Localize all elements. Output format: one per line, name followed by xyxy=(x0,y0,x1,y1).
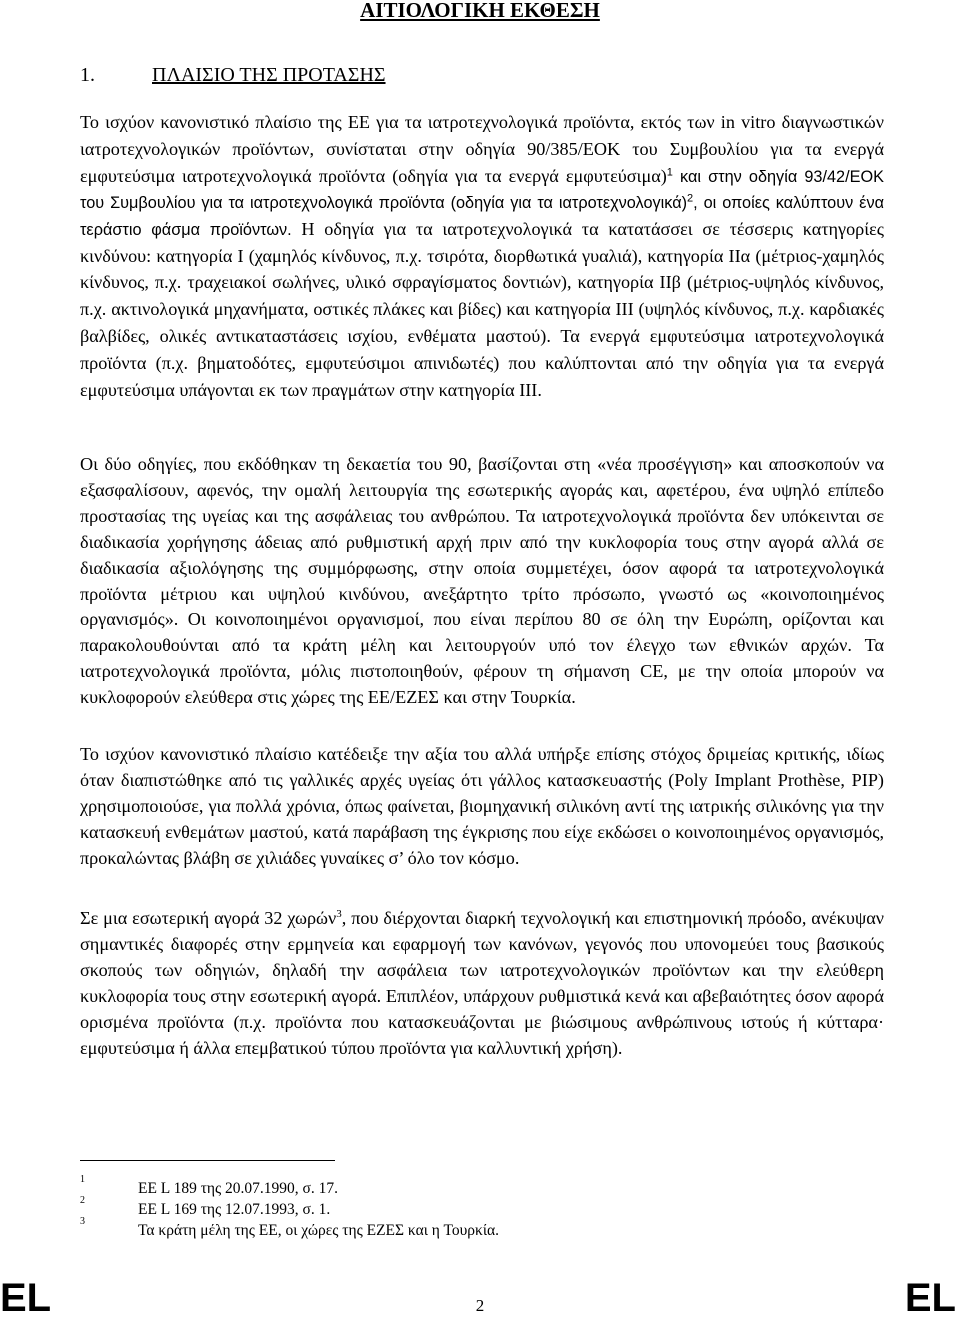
footnote-item xyxy=(80,1174,880,1201)
page-number: 2 xyxy=(475,1296,485,1315)
footnote-separator xyxy=(80,1160,335,1161)
paragraph-1-rest: , οι οποίες καλύπτουν ένα τεράστιο φάσμα προϊόντων. xyxy=(80,193,884,239)
paragraph-4 xyxy=(80,906,884,1061)
footnotes xyxy=(80,1174,880,1243)
footnote-text: ΕΕ L 189 της 20.07.1990, σ. 17. xyxy=(138,1180,339,1197)
paragraph-1 xyxy=(80,110,884,405)
paragraph-2: Οι δύο οδηγίες, που εκδόθηκαν τη δεκαετία του 90, βασίζονται στη «νέα προσέγγιση» και αποσκοπούν να εξασφαλίσουν, αφενός, την ομαλή λειτουργία της εσωτερικής αγοράς και, αφετέρου, ένα υψηλό επίπεδο προστασίας της υγείας και της ασφάλειας του ανθρώπου. Τα ιατροτεχνολογικά προϊόντα δεν υπόκεινται σε διαδικασία χορήγησης άδειας από ρυθμιστική αρχή πριν από την κυκλοφορία τους στην αγορά αλλά σε διαδικασία αξιολόγησης της συμμόρφωσης, στην οποία συμμετέχει, όσον αφορά τα ιατροτεχνολογικά προϊόντα μέτριου και υψηλού κινδύνου, ανεξάρτητο τρίτο πρόσωπο, γνωστό ως «κοινοποιημένος οργανισμός». Οι κοινοποιημένοι οργανισμοί, που είναι περίπου 80 σε όλη την Ευρώπη, ορίζονται και παρακολουθούνται από τα κράτη μέλη και λειτουργούν υπό τον έλεγχο των εθνικών αρχών. Τα ιατροτεχνολογικά προϊόντα, μόλις πιστοποιηθούν, φέρουν τη σήμανση CE, με την οποία μπορούν να κυκλοφορούν ελεύθερα στις χώρες της ΕΕ/ΕΖΕΣ και στην Τουρκία. xyxy=(80,454,884,708)
footnote-text: ΕΕ L 169 της 12.07.1993, σ. 1. xyxy=(138,1201,331,1218)
paragraph-1-mid: και στην οδηγία 93/42/ΕΟΚ του Συμβουλίου για τα ιατροτεχνολογικά προϊόντα (οδηγία για τα ιατροτεχνολογικά) xyxy=(80,167,884,212)
paragraph-4-rest: , που διέρχονται διαρκή τεχνολογική και επιστημονική πρόοδο, ανέκυψαν σημαντικές διαφορές στην ερμηνεία και εφαρμογή των κανόνων, γεγονός που υπονομεύει τους βασικούς σκοπούς των οδηγιών, δηλαδή την ασφάλεια των ιατροτεχνολογικών προϊόντων και την ελεύθερη κυκλοφορία τους στην εσωτερική αγορά. Επιπλέον, υπάρχουν ρυθμιστικά κενά και αβεβαιότητες όσον αφορά ορισμένα προϊόντα (π.χ. προϊόντα που κατασκευάζονται με βιώσιμους ανθρώπινους ιστούς ή κύτταρα· εμφυτεύσιμα ή άλλα επεμβατικού τύπου προϊόντα για καλλυντική χρήση). xyxy=(80,908,884,1058)
footer-language-left: EL xyxy=(0,1276,52,1320)
footnote-ref-1[interactable]: 1 xyxy=(666,166,673,179)
paragraph-1-lead: Το ισχύον κανονιστικό πλαίσιο της ΕΕ για τα ιατροτεχνολογικά προϊόντα, εκτός των in vitro διαγνωστικών ιατροτεχνολογικών προϊόντων, συνίσταται στην οδηγία 90/385/ΕΟΚ του Συμβουλίου για τα ενεργά εμφυτεύσιμα ιατροτεχνολογικά προϊόντα (οδηγία για τα ενεργά εμφυτεύσιμα) xyxy=(80,112,884,186)
section-heading xyxy=(80,62,386,88)
footer-language-right: EL xyxy=(904,1276,956,1320)
footnote-ref-2[interactable]: 2 xyxy=(687,192,694,205)
paragraph-1-categories: Η οδηγία για τα ιατροτεχνολογικά τα κατατάσσει σε τέσσερις κατηγορίες κινδύνου: κατηγορία Ι (χαμηλός κίνδυνος, π.χ. τσιρότα, διορθωτικά γυαλιά), κατηγορία ΙΙα (μέτριος-χαμηλός κίνδυνος, π.χ. τραχειακοί σωλήνες, υλικό σφραγίσματος δοντιών), κατηγορία ΙΙβ (μέτριος-υψηλός κίνδυνος, π.χ. ακτινολογικά μηχανήματα, οστικές πλάκες και βίδες) και κατηγορία ΙΙΙ (υψηλός κίνδυνος, π.χ. καρδιακές βαλβίδες, ολικές αντικαταστάσεις ισχίου, ενθέματα μαστού). Τα ενεργά εμφυτεύσιμα ιατροτεχνολογικά προϊόντα (π.χ. βηματοδότες, εμφυτεύσιμοι απινιδωτές) που καλύπτονται από την οδηγία για τα ενεργά εμφυτεύσιμα υπάγονται εκ των πραγμάτων στην κατηγορία ΙΙΙ. xyxy=(80,218,884,401)
footnote-text: Τα κράτη μέλη της ΕΕ, οι χώρες της ΕΖΕΣ και η Τουρκία. xyxy=(138,1222,500,1239)
section-number: 1. xyxy=(80,64,95,86)
footnote-mark: 2 xyxy=(80,1195,85,1206)
section-title: ΠΛΑΙΣΙΟ ΤΗΣ ΠΡΟΤΑΣΗΣ xyxy=(152,64,386,86)
footnote-mark: 1 xyxy=(80,1174,85,1185)
footnote-item xyxy=(80,1216,880,1243)
footnote-ref-3[interactable]: 3 xyxy=(336,907,342,920)
paragraph-4-lead: Σε μια εσωτερική αγορά 32 χωρών xyxy=(80,908,337,928)
paragraph-3: Το ισχύον κανονιστικό πλαίσιο κατέδειξε την αξία του αλλά υπήρξε επίσης στόχος δριμείας κριτικής, ιδίως όταν διαπιστώθηκε από τις γαλλικές αρχές υγείας ότι γάλλος κατασκευαστής (Poly Implant Prothèse, PIP) χρησιμοποιούσε, για πολλά χρόνια, όπως φαίνεται, βιομηχανική σιλικόνη αντί της ιατρικής σιλικόνης για την κατασκευή ενθεμάτων μαστού, κατά παράβαση της έγκρισης που είχε εκδώσει ο κοινοποιημένος οργανισμός, προκαλώντας βλάβη σε χιλιάδες γυναίκες σ’ όλο τον κόσμο. xyxy=(80,744,884,868)
footnote-item xyxy=(80,1195,880,1222)
footnote-mark: 3 xyxy=(80,1216,85,1227)
document-title: ΑΙΤΙΟΛΟΓΙΚΗ ΕΚΘΕΣΗ xyxy=(360,0,600,22)
